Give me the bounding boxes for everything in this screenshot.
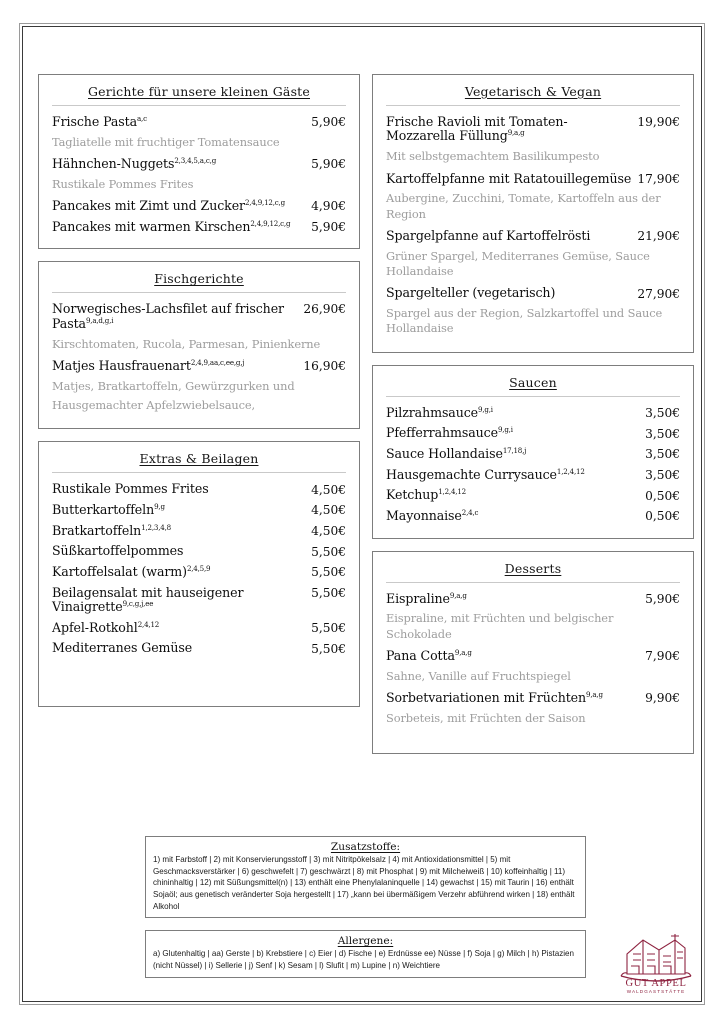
menu-item-name: Eispraline$^{9,a,g}$ bbox=[386, 590, 467, 606]
menu-item-price: 5,50€ bbox=[311, 641, 346, 656]
menu-item-description: Aubergine, Zucchini, Tomate, Kartoffeln aus der Region bbox=[386, 191, 661, 221]
section-title-sauces: Saucen bbox=[509, 374, 557, 390]
card-spacer bbox=[384, 728, 682, 742]
menu-item-name: Hähnchen-Nuggets$^{2,3,4,5,a,c,g}$ bbox=[52, 156, 217, 172]
menu-item bbox=[384, 646, 682, 667]
menu-item-price: 3,50€ bbox=[645, 447, 680, 462]
section-card-extras bbox=[38, 441, 360, 707]
section-title-fish: Fischgerichte bbox=[154, 271, 244, 287]
menu-item-description: Rustikale Pommes Frites bbox=[52, 176, 194, 191]
menu-item bbox=[50, 299, 348, 334]
card-spacer bbox=[50, 659, 348, 695]
menu-columns bbox=[38, 74, 694, 754]
allergen-superscript: 9,a,g bbox=[507, 128, 525, 138]
section-card-fish bbox=[38, 261, 360, 429]
menu-item bbox=[50, 196, 348, 217]
menu-item-name: Frische Pasta$^{a,c}$ bbox=[52, 114, 147, 130]
allergen-superscript: 2,4,5,9 bbox=[186, 563, 211, 573]
menu-item-name: Apfel-Rotkohl$^{2,4,12}$ bbox=[52, 619, 160, 635]
allergen-superscript: 9,g,i bbox=[497, 425, 513, 435]
menu-item-name: Sauce Hollandaise$^{17,18,j}$ bbox=[386, 446, 527, 462]
menu-item-description: Eispraline, mit Früchten und belgischer Schokolade bbox=[386, 611, 614, 641]
menu-item bbox=[50, 217, 348, 238]
menu-item-name: Pancakes mit warmen Kirschen$^{2,4,9,12,c,g}$ bbox=[52, 218, 291, 234]
section-card-desserts bbox=[372, 551, 694, 755]
menu-item-price: 5,50€ bbox=[311, 620, 346, 635]
left-column bbox=[38, 74, 360, 707]
menu-item bbox=[50, 562, 348, 583]
menu-item-name: Kartoffelsalat (warm)$^{2,4,5,9}$ bbox=[52, 563, 211, 580]
menu-item bbox=[50, 583, 348, 618]
menu-item bbox=[50, 112, 348, 133]
restaurant-logo bbox=[613, 928, 699, 996]
menu-item bbox=[384, 465, 682, 486]
menu-item-name: Hausgemachte Currysauce$^{1,2,4,12}$ bbox=[386, 466, 585, 482]
additives-body: 1) mit Farbstoff | 2) mit Konservierungsstoff | 3) mit Nitritpökelsalz | 4) mit Antioxidationsmittel | 5) mit Geschmacksverstärker | 6) geschwefelt | 7) geschwärzt | 8) mit Phosphat | 9) mit Milcheiweiß | 10) koffeinhaltig | 11) chininhaltig | 12) mit Süßungsmittel(n) | 13) enthält eine Phenylalaninquelle | 14) gewachst | 15) mit Taurin | 16) enthält Sojaöl; aus genetisch veränderter Soja hergestellt | 17) „kann bei übermäßigem Verzehr abführend wirken | 18) enthält Alkohol bbox=[153, 855, 575, 911]
menu-item-name: Pfefferrahmsauce$^{9,g,i}$ bbox=[386, 425, 513, 441]
menu-item-description: Tagliatelle mit fruchtiger Tomatensauce bbox=[52, 134, 280, 149]
logo-house-icon bbox=[613, 928, 699, 996]
menu-item-price: 3,50€ bbox=[645, 406, 680, 421]
menu-item bbox=[384, 403, 682, 424]
menu-item-price: 0,50€ bbox=[645, 488, 680, 503]
allergen-superscript: 2,3,4,5,a,c,g bbox=[174, 156, 217, 166]
menu-item bbox=[384, 112, 682, 147]
menu-item bbox=[384, 423, 682, 444]
menu-item-name: Mayonnaise$^{2,4,c}$ bbox=[386, 508, 479, 524]
menu-item-description: Spargel aus der Region, Salzkartoffel und Sauce Hollandaise bbox=[386, 306, 663, 336]
menu-item-price: 0,50€ bbox=[645, 509, 680, 524]
allergen-superscript: 9,c,g,j,ee bbox=[122, 599, 154, 609]
menu-item-name: Pana Cotta$^{9,a,g}$ bbox=[386, 648, 472, 664]
section-title-vegetarian: Vegetarisch & Vegan bbox=[464, 84, 602, 99]
menu-item-price: 17,90€ bbox=[637, 171, 680, 186]
title-divider bbox=[52, 292, 346, 293]
allergen-superscript: 1,2,4,12 bbox=[556, 466, 585, 476]
menu-item-price: 4,50€ bbox=[311, 503, 346, 518]
menu-item-price: 5,50€ bbox=[311, 585, 346, 600]
allergens-title: Allergene: bbox=[337, 935, 394, 948]
title-divider bbox=[386, 105, 680, 106]
menu-item-price: 4,50€ bbox=[311, 523, 346, 538]
menu-item-description: Mit selbstgemachtem Basilikumpesto bbox=[386, 149, 600, 164]
menu-item bbox=[50, 521, 348, 542]
menu-item-description: Grüner Spargel, Mediterranes Gemüse, Sauce Hollandaise bbox=[386, 248, 650, 278]
menu-item bbox=[384, 589, 682, 610]
allergen-superscript: 2,4,12 bbox=[137, 619, 160, 629]
allergen-superscript: a,c bbox=[137, 114, 147, 123]
allergens-box bbox=[145, 930, 586, 977]
allergen-superscript: 2,4,c bbox=[461, 508, 479, 518]
menu-item-price: 5,50€ bbox=[311, 565, 346, 580]
allergen-superscript: 9,a,g bbox=[454, 648, 472, 658]
menu-item bbox=[50, 479, 348, 500]
title-divider bbox=[386, 396, 680, 397]
menu-item-price: 27,90€ bbox=[637, 286, 680, 301]
menu-item-name: Beilagensalat mit hauseigener Vinaigrette$^{9,c,g,j,ee}$ bbox=[52, 584, 244, 615]
menu-item-price: 5,90€ bbox=[311, 219, 346, 234]
additives-box bbox=[145, 836, 586, 918]
menu-item-name: Sorbetvariationen mit Früchten$^{9,a,g}$ bbox=[386, 690, 603, 706]
menu-item-price: 26,90€ bbox=[303, 302, 346, 317]
allergen-superscript: 9,a,g bbox=[449, 590, 467, 600]
menu-item-description-line2: Hausgemachter Apfelzwiebelsauce, bbox=[52, 397, 256, 412]
logo-subtitle: WALDGASTSTÄTTE bbox=[626, 989, 686, 994]
menu-item-name: Rustikale Pommes Frites bbox=[52, 481, 209, 497]
menu-item bbox=[384, 506, 682, 527]
menu-item-price: 4,50€ bbox=[311, 482, 346, 497]
section-card-vegetarian bbox=[372, 74, 694, 353]
section-card-sauces bbox=[372, 365, 694, 539]
menu-item-name: Norwegisches-Lachsfilet auf frischer Pasta$^{9,a,d,g,i}$ bbox=[52, 301, 284, 332]
menu-item-description: Sahne, Vanille auf Fruchtspiegel bbox=[386, 668, 571, 683]
menu-item bbox=[50, 500, 348, 521]
menu-item-price: 3,50€ bbox=[645, 426, 680, 441]
menu-item bbox=[384, 283, 682, 304]
menu-item-name: Kartoffelpfanne mit Ratatouillegemüse bbox=[386, 170, 632, 186]
menu-item bbox=[384, 444, 682, 465]
menu-item bbox=[50, 154, 348, 175]
menu-item bbox=[50, 618, 348, 639]
menu-item-name: Pilzrahmsauce$^{9,g,i}$ bbox=[386, 404, 493, 421]
menu-item-price: 5,90€ bbox=[311, 157, 346, 172]
menu-item-name: Bratkartoffeln$^{1,2,3,4,8}$ bbox=[52, 522, 171, 538]
menu-item bbox=[384, 485, 682, 506]
allergen-superscript: 2,4,9,12,c,g bbox=[244, 198, 285, 208]
allergen-superscript: 2,4,9,aa,c,ee,g,j bbox=[190, 357, 245, 367]
title-divider bbox=[386, 582, 680, 583]
menu-item-price: 5,90€ bbox=[311, 115, 346, 130]
additives-title: Zusatzstoffe: bbox=[330, 841, 401, 853]
allergen-superscript: 2,4,9,12,c,g bbox=[250, 218, 291, 228]
menu-item-name: Spargelpfanne auf Kartoffelrösti bbox=[386, 228, 591, 244]
menu-item-name: Mediterranes Gemüse bbox=[52, 640, 193, 656]
menu-item-price: 21,90€ bbox=[637, 229, 680, 244]
logo-name: GUT APPEL bbox=[625, 978, 687, 989]
menu-item bbox=[384, 688, 682, 709]
menu-item bbox=[50, 541, 348, 562]
title-divider bbox=[52, 105, 346, 106]
menu-item-name: Pancakes mit Zimt und Zucker$^{2,4,9,12,c,g}$ bbox=[52, 198, 285, 214]
section-title-extras: Extras & Beilagen bbox=[139, 451, 259, 467]
menu-item-description: Matjes, Bratkartoffeln, Gewürzgurken und bbox=[52, 378, 295, 393]
allergen-superscript: 9,g,i bbox=[478, 404, 493, 414]
menu-item-name: Süßkartoffelpommes bbox=[52, 543, 184, 559]
footnotes-area bbox=[145, 836, 586, 990]
menu-item bbox=[50, 638, 348, 659]
allergen-superscript: 1,2,3,4,8 bbox=[141, 522, 171, 532]
title-divider bbox=[52, 472, 346, 473]
allergen-superscript: 9,a,g bbox=[586, 690, 603, 700]
menu-item-name: Frische Ravioli mit Tomaten-Mozzarella Füllung$^{9,a,g}$ bbox=[386, 114, 568, 144]
menu-item-name: Ketchup$^{1,2,4,12}$ bbox=[386, 487, 466, 503]
menu-item-price: 4,90€ bbox=[311, 199, 346, 214]
menu-item-description: Kirschtomaten, Rucola, Parmesan, Pinienkerne bbox=[52, 336, 321, 351]
allergen-superscript: 9,g bbox=[154, 502, 165, 512]
menu-item bbox=[384, 226, 682, 247]
menu-item-price: 5,50€ bbox=[311, 544, 346, 559]
menu-item-name: Butterkartoffeln$^{9,g}$ bbox=[52, 502, 165, 518]
menu-item-price: 16,90€ bbox=[303, 359, 346, 374]
right-column bbox=[372, 74, 694, 754]
allergens-body: a) Glutenhaltig | aa) Gerste | b) Krebstiere | c) Eier | d) Fische | e) Erdnüsse ee) Nüsse | f) Soja | g) Milch | h) Pistazien (nicht Nüssel) | i) Sellerie | j) Senf | k) Sesam | l) Slufit | m) Lupine | n) Weichtiere bbox=[153, 949, 575, 970]
menu-item-price: 19,90€ bbox=[637, 115, 680, 129]
section-title-desserts: Desserts bbox=[504, 560, 562, 576]
menu-item bbox=[384, 169, 682, 190]
menu-item-price: 9,90€ bbox=[645, 691, 680, 706]
menu-item-name: Matjes Hausfrauenart$^{2,4,9,aa,c,ee,g,j}$ bbox=[52, 357, 245, 374]
allergen-superscript: 1,2,4,12 bbox=[438, 487, 466, 497]
menu-item-name: Spargelteller (vegetarisch) bbox=[386, 285, 556, 301]
section-card-kids bbox=[38, 74, 360, 249]
menu-item-price: 5,90€ bbox=[645, 591, 680, 606]
menu-item-price: 3,50€ bbox=[645, 467, 680, 482]
section-title-kids: Gerichte für unsere kleinen Gäste bbox=[88, 84, 310, 99]
allergen-superscript: 9,a,d,g,i bbox=[85, 315, 114, 325]
menu-item-description: Sorbeteis, mit Früchten der Saison bbox=[386, 710, 586, 725]
menu-item-price: 7,90€ bbox=[645, 649, 680, 664]
menu-item bbox=[50, 356, 348, 377]
allergen-superscript: 17,18,j bbox=[502, 446, 527, 456]
